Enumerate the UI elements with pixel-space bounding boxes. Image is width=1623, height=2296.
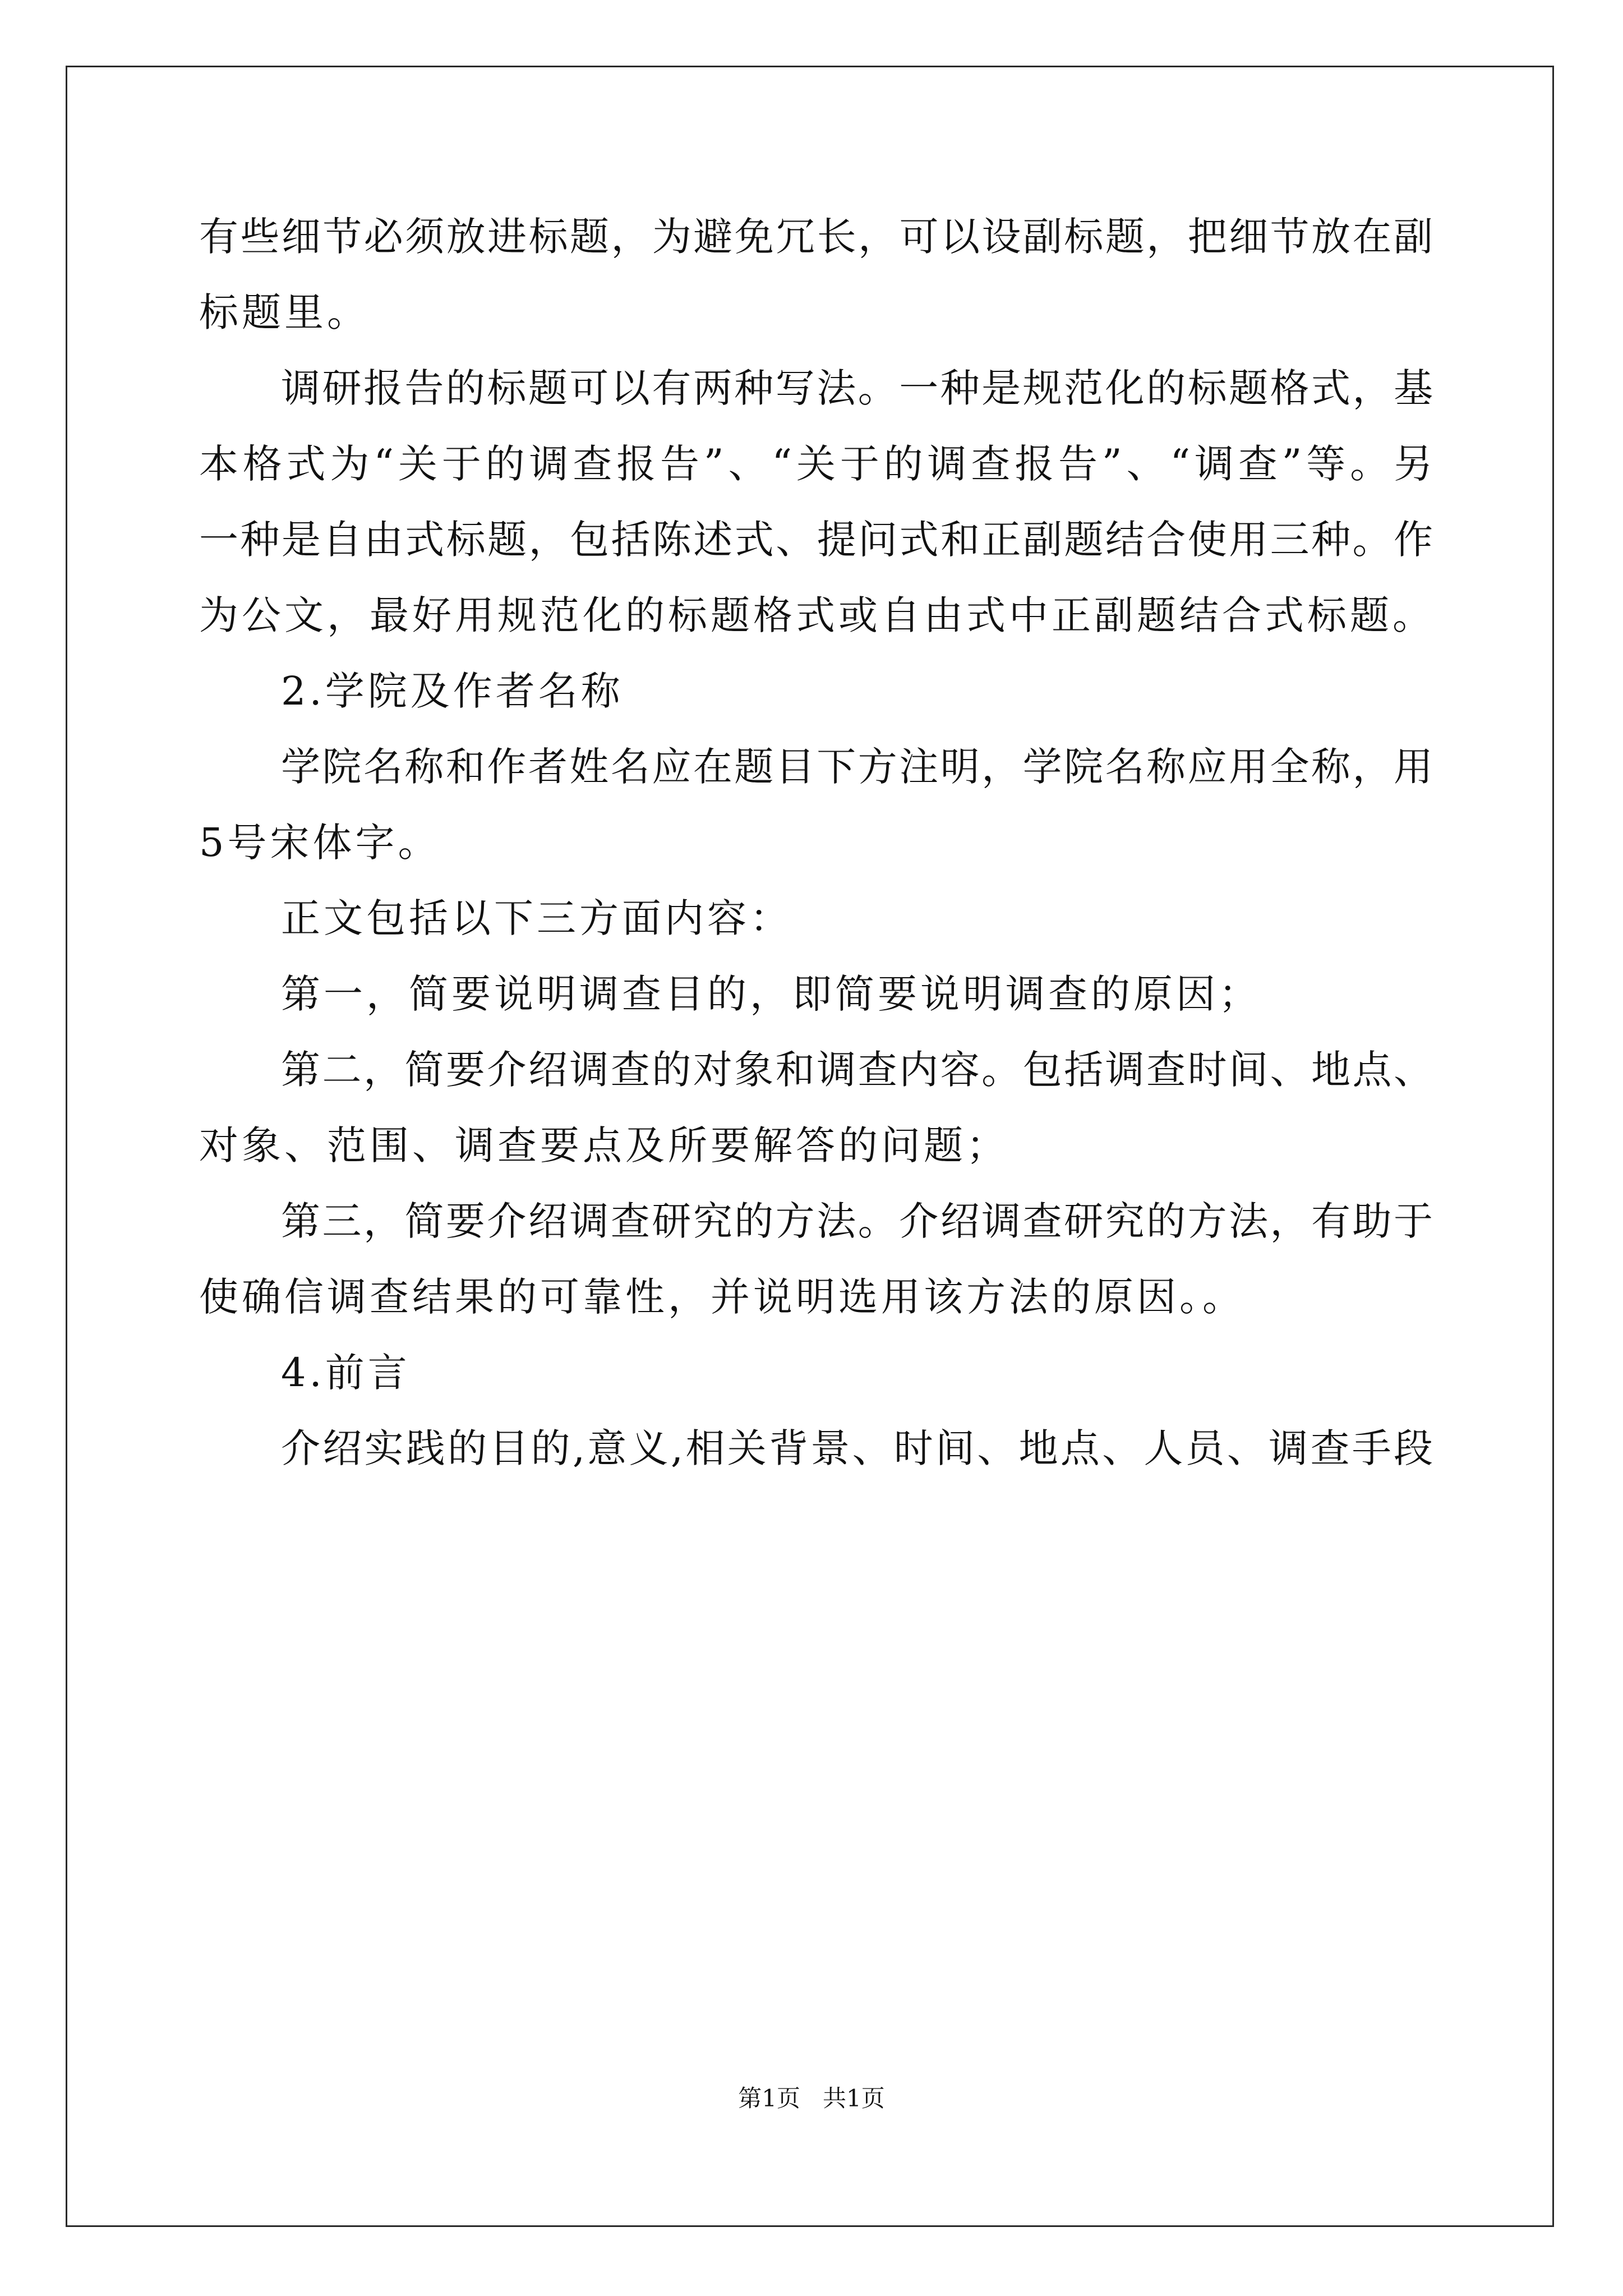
- text-line: 调研报告的标题可以有两种写法。一种是规范化的标题格式，基: [281, 365, 1433, 411]
- text-line: 5号宋体字。: [199, 820, 441, 866]
- section-heading: 2.学院及作者名称: [281, 668, 624, 714]
- text-line: 有些细节必须放进标题，为避免冗长，可以设副标题，把细节放在副: [199, 214, 1433, 260]
- text-line: 第二，简要介绍调查的对象和调查内容。包括调查时间、地点、: [281, 1047, 1433, 1093]
- text-line: 第一，简要说明调查目的，即简要说明调查的原因；: [281, 971, 1261, 1017]
- text-line: 第三，简要介绍调查研究的方法。介绍调查研究的方法，有助于: [281, 1198, 1433, 1244]
- text-line: 标题里。: [199, 289, 370, 335]
- text-line: 对象、范围、调查要点及所要解答的问题；: [199, 1122, 1009, 1168]
- text-line: 介绍实践的目的,意义,相关背景、时间、地点、人员、调查手段: [281, 1425, 1433, 1471]
- text-line: 为公文，最好用规范化的标题格式或自由式中正副题结合式标题。: [199, 592, 1435, 638]
- text-line: 本格式为“关于的调查报告”、“关于的调查报告”、“调查”等。另: [199, 441, 1433, 487]
- text-line: 使确信调查结果的可靠性，并说明选用该方法的原因。。: [199, 1274, 1245, 1320]
- section-heading: 4.前言: [281, 1350, 411, 1396]
- text-line: 学院名称和作者姓名应在题目下方注明，学院名称应用全称，用: [281, 744, 1433, 790]
- page-number-footer: 第1页 共1页: [738, 2085, 885, 2112]
- text-line: 一种是自由式标题，包括陈述式、提问式和正副题结合使用三种。作: [199, 517, 1433, 563]
- text-line: 正文包括以下三方面内容：: [281, 895, 792, 941]
